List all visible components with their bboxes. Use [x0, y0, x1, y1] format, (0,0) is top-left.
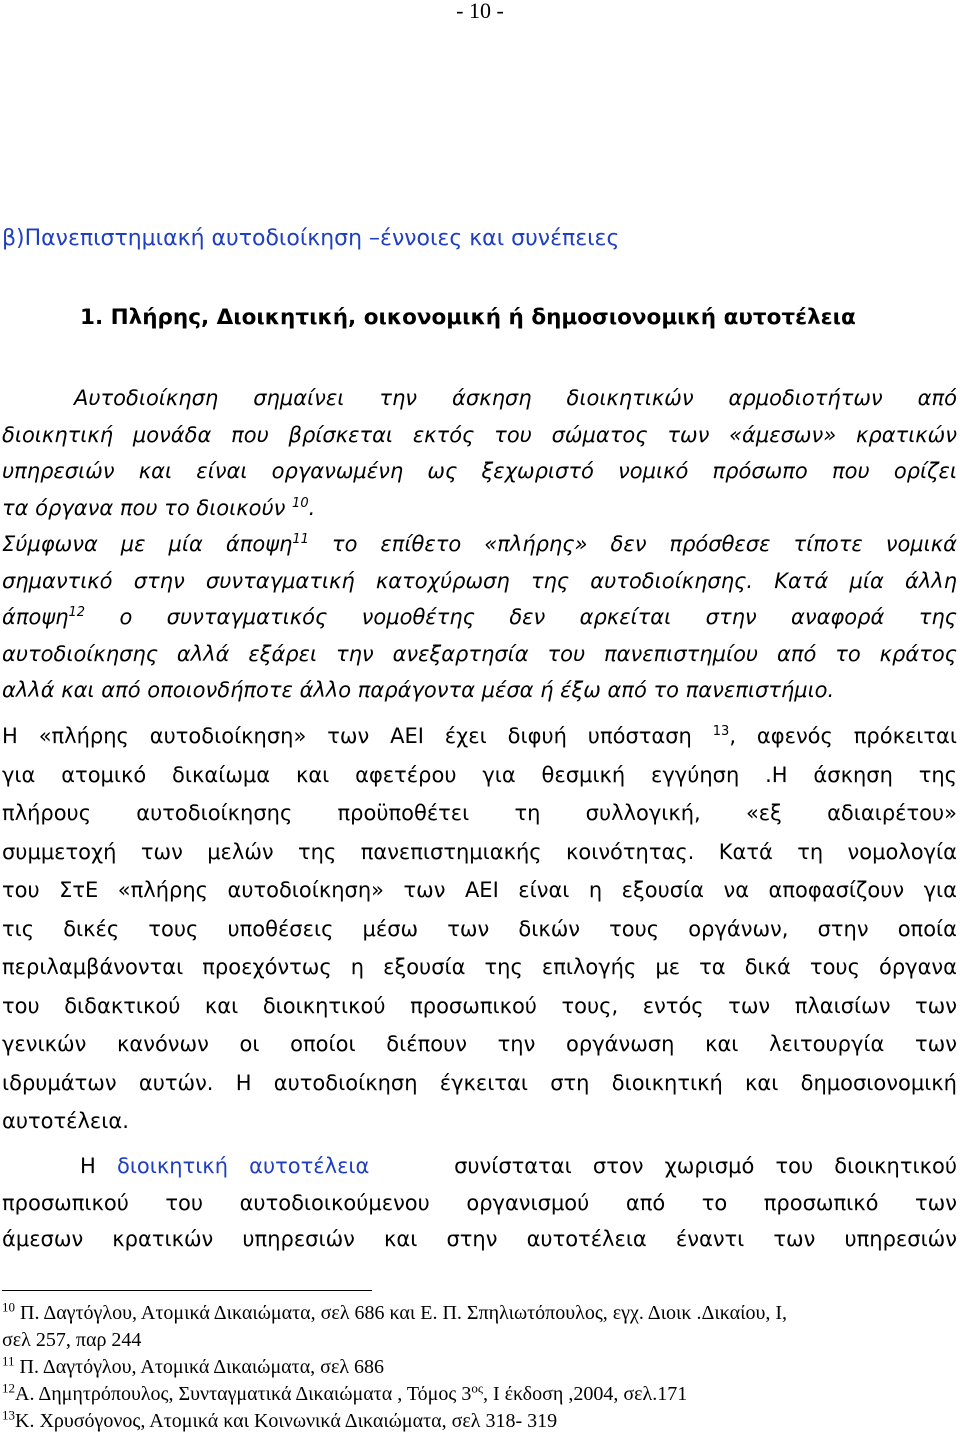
- p2-line-5: του ΣτΕ «πλήρης αυτοδιοίκηση» των ΑΕΙ είναι η εξουσία να αποφασίζουν για: [2, 878, 957, 902]
- footnote-10: [2, 1300, 952, 1327]
- footnote-12-number: 12: [2, 1380, 15, 1396]
- page-number: - 10 -: [456, 0, 504, 23]
- p3-line-3: άμεσων κρατικών υπηρεσιών και στην αυτοτέλεια έναντι των υπηρεσιών: [2, 1227, 957, 1251]
- footnote-13: [2, 1408, 952, 1435]
- p2-line-2: για ατομικό δικαίωμα και αφετέρου για θεσμική εγγύηση .Η άσκηση της: [2, 762, 957, 787]
- footnote-12-ordinal: ος: [471, 1380, 483, 1396]
- footnote-13-text: Κ. Χρυσόγονος, Ατομικά και Κοινωνικά Δικαιώματα, σελ 318- 319: [15, 1410, 558, 1432]
- paragraph-2: [2, 717, 957, 1141]
- p3-rest-1: συνίσταται στον χωρισμό του διοικητικού: [454, 1154, 957, 1178]
- p1-line-4-text: τα όργανα που το διοικούν: [2, 495, 286, 520]
- subheading: 1. Πλήρης, Διοικητική, οικονομική ή δημοσιονομική αυτοτέλεια: [80, 305, 856, 330]
- paragraph-1: [2, 380, 957, 709]
- p1-line-6: σημαντικό στην συνταγματική κατοχύρωση της αυτοδιοίκησης. Κατά μία άλλη: [2, 568, 957, 593]
- footnote-11-number: 11: [2, 1353, 15, 1369]
- p1-line-1: Αυτοδιοίκηση σημαίνει την άσκηση διοικητικών αρμοδιοτήτων από: [74, 386, 957, 410]
- p1-line-5-b: το επίθετο «πλήρης» δεν πρόσθεσε τίποτε νομικά: [331, 532, 957, 556]
- p2-line-6: τις δικές τους υποθέσεις μέσω των δικών τους οργάνων, στην οποία: [2, 916, 957, 941]
- p2-line-9: γενικών κανόνων οι οποίοι διέπουν την οργάνωση και λειτουργία των: [2, 1032, 957, 1056]
- footnote-ref-10: 10: [292, 495, 309, 511]
- p1-line-7: [2, 599, 957, 636]
- p1-line-7-a: άποψη: [2, 605, 69, 629]
- p2-line-3: πλήρους αυτοδιοίκησης προϋποθέτει τη συλλογική, «εξ αδιαιρέτου»: [2, 801, 957, 825]
- footnote-11-text: Π. Δαγτόγλου, Ατομικά Δικαιώματα, σελ 686: [14, 1356, 385, 1378]
- p2-line-7: περιλαμβάνονται προεχόντως η εξουσία της επιλογής με τα δικά τους όργανα: [2, 955, 957, 979]
- p1-line-5-a: Σύμφωνα με μία άποψη: [2, 532, 293, 556]
- paragraph-3: [2, 1148, 957, 1258]
- footnote-ref-12: 12: [68, 605, 86, 620]
- p2-line-1-b: , αφενός πρόκειται: [729, 724, 957, 748]
- p2-line-10: ιδρυμάτων αυτών. Η αυτοδιοίκηση έγκειται στη διοικητική και δημοσιονομική: [2, 1070, 957, 1095]
- p1-line-3: υπηρεσιών και είναι οργανωμένη ως ξεχωριστό νομικό πρόσωπο που ορίζει: [2, 459, 957, 483]
- p3-line-2: προσωπικού του αυτοδιοικούμενου οργανισμού από το προσωπικό των: [2, 1190, 957, 1215]
- footnote-10-text: Π. Δαγτόγλου, Ατομικά Δικαιώματα, σελ 686 και Ε. Π. Σπηλιωτόπουλος, εγχ. Διοικ .Δικαίου, Ι,: [15, 1302, 788, 1324]
- p3-lead: Η: [80, 1154, 96, 1178]
- footnote-11: [2, 1354, 952, 1381]
- footnote-10-number: 10: [2, 1299, 15, 1315]
- p3-line-1: [2, 1148, 957, 1185]
- p1-line-7-b: ο συνταγματικός νομοθέτης δεν αρκείται στην αναφορά της: [119, 605, 957, 629]
- p1-line-8: αυτοδιοίκησης αλλά εξάρει την ανεξαρτησία του πανεπιστημίου από το κράτος: [2, 641, 957, 666]
- p2-line-8: του διδακτικού και διοικητικού προσωπικού τους, εντός των πλαισίων των: [2, 993, 957, 1018]
- footnote-ref-13: 13: [712, 724, 730, 739]
- p1-line-5: [2, 526, 957, 563]
- footnote-ref-11: 11: [292, 532, 309, 547]
- footnote-12-text-b: , Ι έκδοση ,2004, σελ.171: [482, 1383, 688, 1405]
- footnote-13-number: 13: [2, 1407, 15, 1423]
- footnotes: [2, 1300, 952, 1435]
- p2-line-4: συμμετοχή των μελών της πανεπιστημιακής κοινότητας. Κατά τη νομολογία: [2, 839, 957, 864]
- p1-line-9: αλλά και από οποιονδήποτε άλλο παράγοντα μέσα ή έξω από το πανεπιστήμιο.: [2, 678, 835, 702]
- section-heading: β)Πανεπιστημιακή αυτοδιοίκηση –έννοιες και συνέπειες: [2, 226, 620, 251]
- p3-highlight: διοικητική αυτοτέλεια: [116, 1154, 370, 1178]
- p1-line-2: διοικητική μονάδα που βρίσκεται εκτός του σώματος των «άμεσων» κρατικών: [2, 422, 957, 447]
- p2-line-11: αυτοτέλεια.: [2, 1109, 129, 1133]
- footnote-12: [2, 1381, 952, 1408]
- p1-line-4: τα όργανα που το διοικούν $^{10}$.: [2, 495, 316, 520]
- footnote-10-cont: σελ 257, παρ 244: [2, 1329, 142, 1351]
- footnote-12-text-a: Α. Δημητρόπουλος, Συνταγματικά Δικαιώματα , Τόμος 3: [15, 1383, 472, 1405]
- p2-line-1-a: Η «πλήρης αυτοδιοίκηση» των ΑΕΙ έχει διφυή υπόσταση: [2, 724, 692, 748]
- footnote-divider: [2, 1290, 372, 1291]
- p2-line-1: [2, 717, 957, 756]
